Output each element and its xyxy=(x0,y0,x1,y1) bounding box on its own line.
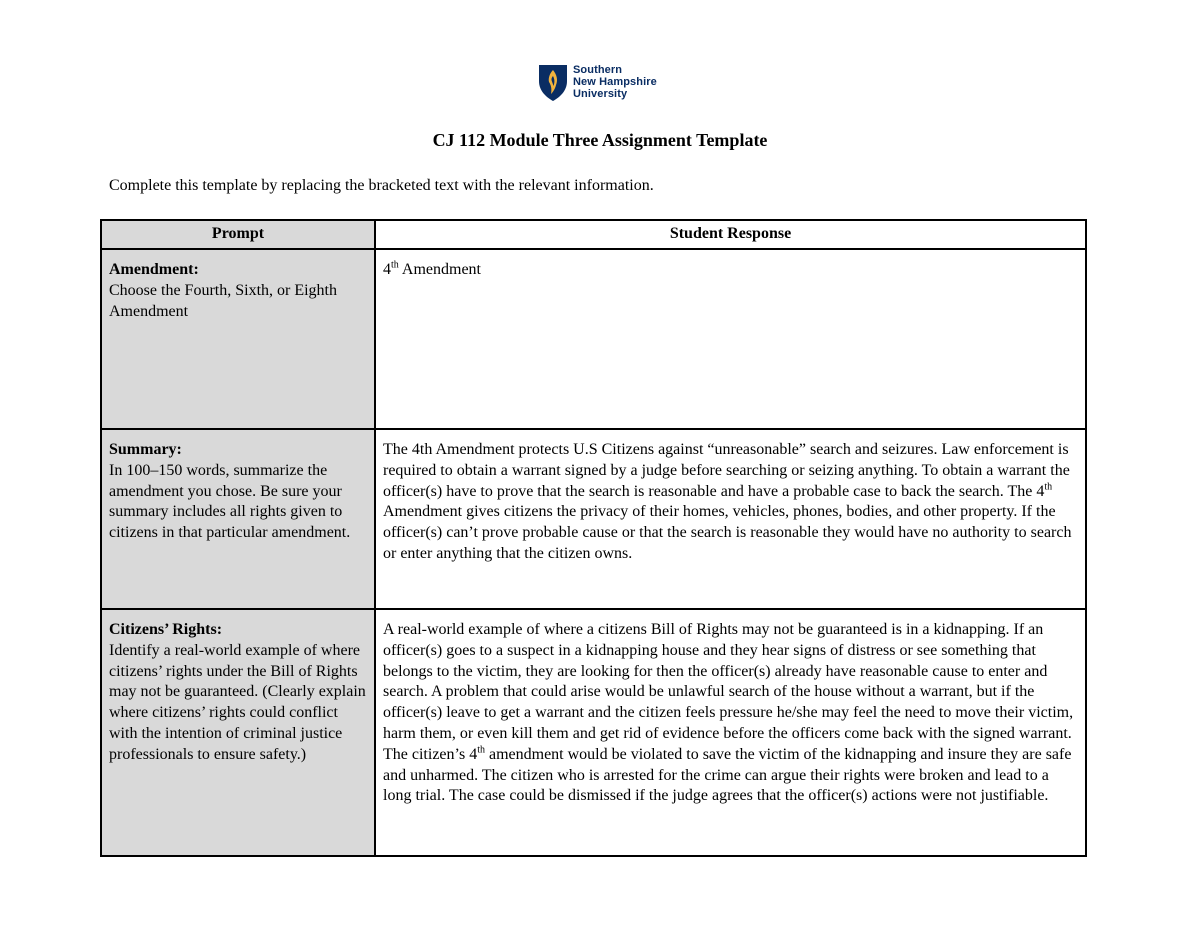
response-text: A real-world example of where a citizens Bill of Rights may not be guaranteed is in a kidnapping. If an officer(s) goes to a suspect in a kidnapping house and they hear signs of distress or see something that belongs to the victim, they are looking for then the officer(s) already have reasonable cause to enter and search. A problem that could arise would be unlawful search of the house without a warrant, but if the officer(s) leave to get a warrant and the citizen feels pressure he/she may feel the need to move their victim, harm them, or even kill them and get rid of evidence before the officers come back with the signed warrant. The citizen’s 4 xyxy=(383,621,1074,763)
response-text-cont: Amendment xyxy=(398,261,481,278)
response-text: The 4th Amendment protects U.S Citizens against “unreasonable” search and seizures. Law enforcement is required to obtain a warrant signed by a judge before searching or seizing anything. To obtain a warrant the officer(s) have to prove that the search is reasonable and have a probable case to back the search. The 4 xyxy=(383,441,1070,500)
table-row xyxy=(101,429,1086,609)
ordinal-suffix: th xyxy=(391,259,399,271)
response-text: 4 xyxy=(383,261,391,278)
logo-line-1: Southern xyxy=(573,64,623,76)
page-title: CJ 112 Module Three Assignment Template xyxy=(432,130,768,150)
prompt-text: In 100–150 words, summarize the amendment you chose. Be sure your summary includes all rights given to citizens in that particular amendment. xyxy=(109,461,351,542)
snhu-shield-icon xyxy=(538,64,568,102)
logo-line-3: University xyxy=(573,88,628,100)
logo-line-2: New Hampshire xyxy=(573,76,657,88)
instructions-text: Complete this template by replacing the bracketed text with the relevant information. xyxy=(109,177,654,194)
response-text-cont: amendment would be violated to save the victim of the kidnapping and insure they are safe and unharmed. The citizen who is arrested for the crime can argue their rights were broken and lead to a long trial. The case could be dismissed if the judge agrees that the officer(s) actions were not justifiable. xyxy=(383,745,1072,805)
university-logo xyxy=(538,64,657,102)
prompt-text: Identify a real-world example of where citizens’ rights under the Bill of Rights may not be guaranteed. (Clearly explain where citizens’ rights could conflict with the intention of criminal justice professionals to ensure safety.) xyxy=(109,641,366,763)
response-column-header: Student Response xyxy=(375,220,1086,249)
prompt-text: Choose the Fourth, Sixth, or Eighth Amendment xyxy=(109,281,337,320)
prompt-column-header: Prompt xyxy=(101,220,375,249)
table-row xyxy=(101,609,1086,856)
prompt-cell-amendment xyxy=(101,249,375,429)
table-header-row xyxy=(101,220,1086,249)
ordinal-suffix: th xyxy=(1044,481,1053,493)
logo-wordmark xyxy=(573,64,657,100)
response-text-cont: Amendment gives citizens the privacy of their homes, vehicles, phones, bodies, and other property. If the officer(s) can’t prove probable cause or that the search is reasonable they would have no authority to search or enter anything that the citizen owns. xyxy=(383,503,1072,562)
prompt-label: Citizens’ Rights: xyxy=(109,621,223,638)
assignment-table xyxy=(100,219,1087,857)
prompt-label: Amendment: xyxy=(109,261,199,278)
response-cell-citizens-rights[interactable] xyxy=(375,609,1086,856)
table-row xyxy=(101,249,1086,429)
prompt-cell-citizens-rights xyxy=(101,609,375,856)
prompt-cell-summary xyxy=(101,429,375,609)
prompt-label: Summary: xyxy=(109,441,182,458)
response-cell-summary[interactable] xyxy=(375,429,1086,609)
ordinal-suffix: th xyxy=(477,744,485,756)
response-cell-amendment[interactable] xyxy=(375,249,1086,429)
